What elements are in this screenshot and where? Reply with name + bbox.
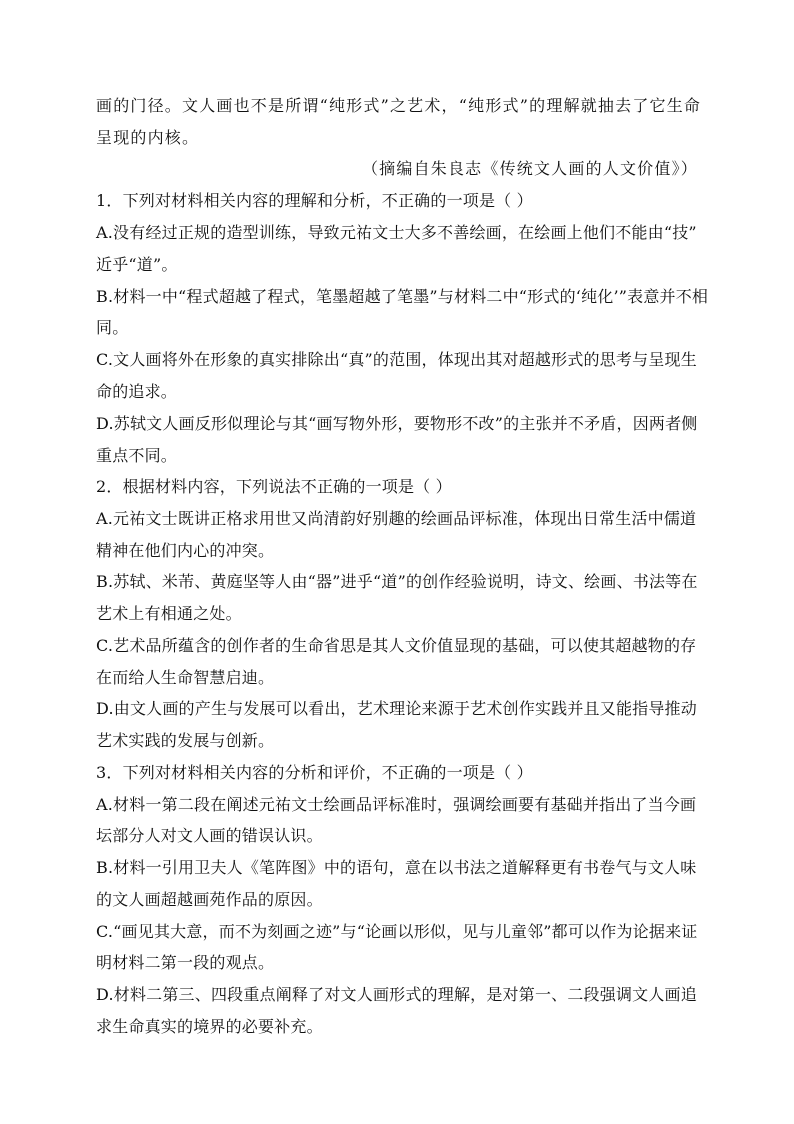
question-2-option-d: D.由文人画的产生与发展可以看出，艺术理论来源于艺术创作实践并且又能指导推动 [96, 699, 697, 718]
question-3-option-a-cont: 坛部分人对文人画的错误认识。 [96, 826, 323, 845]
question-3-option-b-cont: 的文人画超越画苑作品的原因。 [96, 890, 323, 909]
question-2-option-d-cont: 艺术实践的发展与创新。 [96, 731, 275, 750]
question-3-stem: 3．下列对材料相关内容的分析和评价，不正确的一项是（ ） [96, 763, 533, 782]
question-3-option-a: A.材料一第二段在阐述元祐文士绘画品评标准时，强调绘画要有基础并指出了当今画 [96, 795, 697, 814]
question-3-option-c-cont: 明材料二第一段的观点。 [96, 953, 275, 972]
question-1-option-a-cont: 近乎“道”。 [96, 255, 178, 274]
question-1-option-d: D.苏轼文人画反形似理论与其“画写物外形，要物形不改”的主张并不矛盾，因两者侧 [96, 414, 698, 433]
question-2-option-b: B.苏轼、米芾、黄庭坚等人由“器”进乎“道”的创作经验说明，诗文、绘画、书法等在 [96, 572, 698, 591]
question-1-option-b: B.材料一中“程式超越了程式，笔墨超越了笔墨”与材料二中“形式的‘纯化’”表意并不相 [96, 287, 709, 306]
question-2-option-a-cont: 精神在他们内心的冲突。 [96, 541, 275, 560]
question-2-option-a: A.元祐文士既讲正格求用世又尚清韵好别趣的绘画品评标准，体现出日常生活中儒道 [96, 509, 697, 528]
question-1-option-a: A.没有经过正规的造型训练，导致元祐文士大多不善绘画，在绘画上他们不能由“技” [96, 223, 697, 242]
question-3-option-b: B.材料一引用卫夫人《笔阵图》中的语句，意在以书法之道解释更有书卷气与文人味 [96, 858, 697, 877]
question-1-option-b-cont: 同。 [96, 318, 129, 337]
passage-line-2: 呈现的内核。 [96, 128, 200, 147]
passage-source: （摘编自朱良志《传统文人画的人文价值》） [361, 159, 698, 178]
question-1-option-c-cont: 命的追求。 [96, 382, 178, 401]
question-1-stem: 1．下列对材料相关内容的理解和分析，不正确的一项是（ ） [96, 191, 533, 210]
question-3-option-d-cont: 求生命真实的境界的必要补充。 [96, 1017, 323, 1036]
question-2-option-c: C.艺术品所蕴含的创作者的生命省思是其人文价值显现的基础，可以使其超越物的存 [96, 636, 697, 655]
question-2-stem: 2．根据材料内容，下列说法不正确的一项是（ ） [96, 477, 452, 496]
question-2-option-b-cont: 艺术上有相通之处。 [96, 604, 242, 623]
question-1-option-d-cont: 重点不同。 [96, 446, 178, 465]
passage-line-1: 画的门径。文人画也不是所谓“纯形式”之艺术，“纯形式”的理解就抽去了它生命 [96, 96, 702, 115]
question-2-option-c-cont: 在而给人生命智慧启迪。 [96, 668, 275, 687]
question-3-option-d: D.材料二第三、四段重点阐释了对文人画形式的理解，是对第一、二段强调文人画追 [96, 985, 697, 1004]
question-3-option-c: C.“画见其大意，而不为刻画之迹”与“论画以形似，见与儿童邻”都可以作为论据来证 [96, 922, 698, 941]
question-1-option-c: C.文人画将外在形象的真实排除出“真”的范围，体现出其对超越形式的思考与呈现生 [96, 350, 697, 369]
